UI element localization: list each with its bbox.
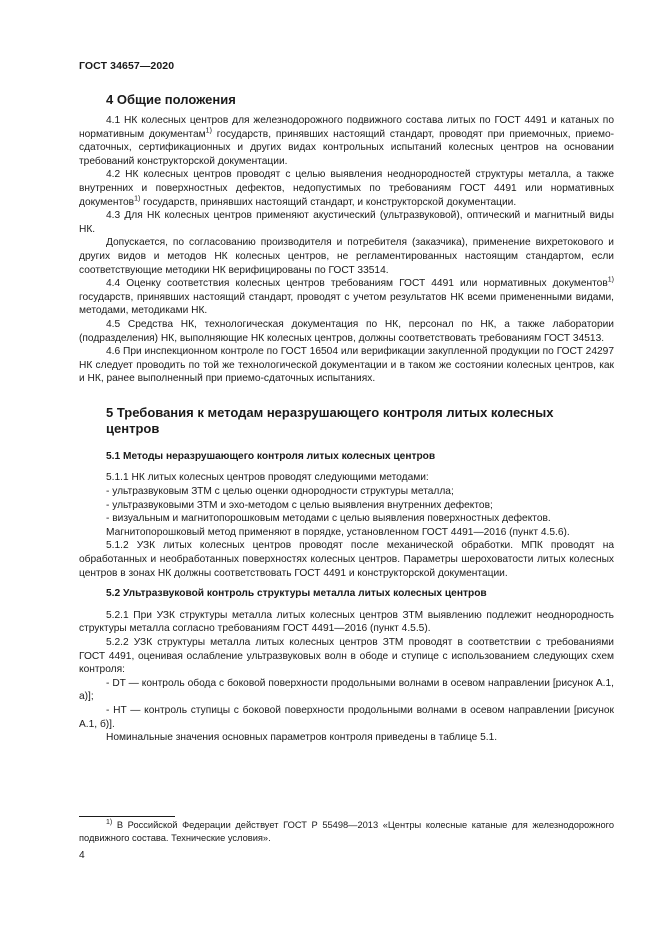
method-list-item: - ультразвуковыми ЗТМ и эхо-методом с целью выявления внутренних дефектов; [106,499,493,511]
paragraph-4-3: 4.3 Для НК колесных центров применяют акустический (ультразвуковой), оптический и магнитный виды НК. [79,210,614,235]
page-content [79,92,614,745]
scheme-dt-item: - DT — контроль обода с боковой поверхности продольными волнами в осевом направлении [рисунок А.1, а)]; [79,677,614,703]
paragraph-4-2: 4.2 НК колесных центров проводят с целью выявления неоднородностей структуры металла, а также внутренних и поверхностных дефектов, недопустимых по требованиям ГОСТ 4491 или нормативных документов$^{1)}$ государств, принявших настоящий стандарт, и конструкторской документации. [79,169,614,208]
paragraph-table-reference: Номинальные значения основных параметров контроля приведены в таблице 5.1. [106,732,498,744]
document-code-header: ГОСТ 34657—2020 [79,60,175,72]
method-list-item: - ультразвуковым ЗТМ с целью оценки однородности структуры металла; [106,486,454,498]
footnote-ref: 1) [607,276,614,284]
footnote-ref: 1) [134,195,141,203]
paragraph-4-6: 4.6 При инспекционном контроле по ГОСТ 16504 или верификации закупленной продукции по ГОСТ 24297 НК следует проводить по той же технологической документации и в таком же состоянии колесных центров, как и НК, ранее выполненный при приемо-сдаточных испытаниях. [79,346,614,385]
paragraph-5-1-2: 5.1.2 УЗК литых колесных центров проводят после механической обработки. МПК проводят на обработанных и необработанных поверхностях колесных центров. Параметры шероховатости литых колесных центров в зонах НК должны соответствовать ГОСТ 4491 и конструкторской документации. [79,540,614,579]
section-5-title: 5 Требования к методам неразрушающего контроля литых колесных центров [106,404,554,436]
footnote-ref: 1) [205,127,212,135]
paragraph-4-5: 4.5 Средства НК, технологическая документация по НК, персонал по НК, а также лаборатории (подразделения) НК, выполняющие НК колесных центров, должны соответствовать требованиям ГОСТ 34513. [79,318,614,344]
footnote-divider [79,816,175,817]
subsection-5-2-title: 5.2 Ультразвуковой контроль структуры металла литых колесных центров [106,588,487,600]
subsection-5-1-title: 5.1 Методы неразрушающего контроля литых колесных центров [106,450,436,462]
paragraph-magnetic-method: Магнитопорошковый метод применяют в порядке, установленном ГОСТ 4491—2016 (пункт 4.5.6). [106,526,570,538]
paragraph-5-2-1: 5.2.1 При УЗК структуры металла литых колесных центров ЗТМ выявлению подлежит неоднородность структуры металла согласно требованиям ГОСТ 4491—2016 (пункт 4.5.5). [79,609,614,635]
page-number: 4 [79,850,85,861]
footnote-marker: 1) [106,818,113,826]
paragraph-4-3-allowance: Допускается, по согласованию производителя и потребителя (заказчика), применение вихретокового и других видов и методов НК колесных центров, не регламентированных настоящим стандартом, если соответствующие методики НК верифицированы по ГОСТ 33514. [79,237,614,276]
method-list-item: - визуальным и магнитопорошковым методами с целью выявления поверхностных дефектов. [106,513,551,525]
footnote: $^{1)}$ В Российской Федерации действует ГОСТ Р 55498—2013 «Центры колесные катаные для железнодорожного подвижного состава. Технические условия». [79,818,614,843]
scheme-ht-item: - HT — контроль ступицы с боковой поверхности продольными волнами в осевом направлении [рисунок А.1, б)]. [79,704,614,730]
paragraph-4-1: 4.1 НК колесных центров для железнодорожного подвижного состава литых по ГОСТ 4491 и катаных по нормативным документам$^{1)}$ государств, принявших настоящий стандарт, проводят при приемочных, приемо-сдаточных, сертификационных и других видах контрольных испытаний колесных центров на основании требований конструкторской документации. [79,115,615,167]
section-4-title: 4 Общие положения [106,92,236,107]
paragraph-5-2-2: 5.2.2 УЗК структуры металла литых колесных центров ЗТМ проводят в соответствии с требованиями ГОСТ 4491, оценивая ослабление ультразвуковых волн в ободе и ступице с использованием следующих схем контроля: [79,637,614,676]
paragraph-5-1-1: 5.1.1 НК литых колесных центров проводят следующими методами: [106,472,429,484]
paragraph-4-4: 4.4 Оценку соответствия колесных центров требованиям ГОСТ 4491 или нормативных документов$^{1)}$ государств, принявших настоящий стандарт, проводят с учетом результатов НК всеми примененными видами, методами, методиками НК. [79,276,614,317]
